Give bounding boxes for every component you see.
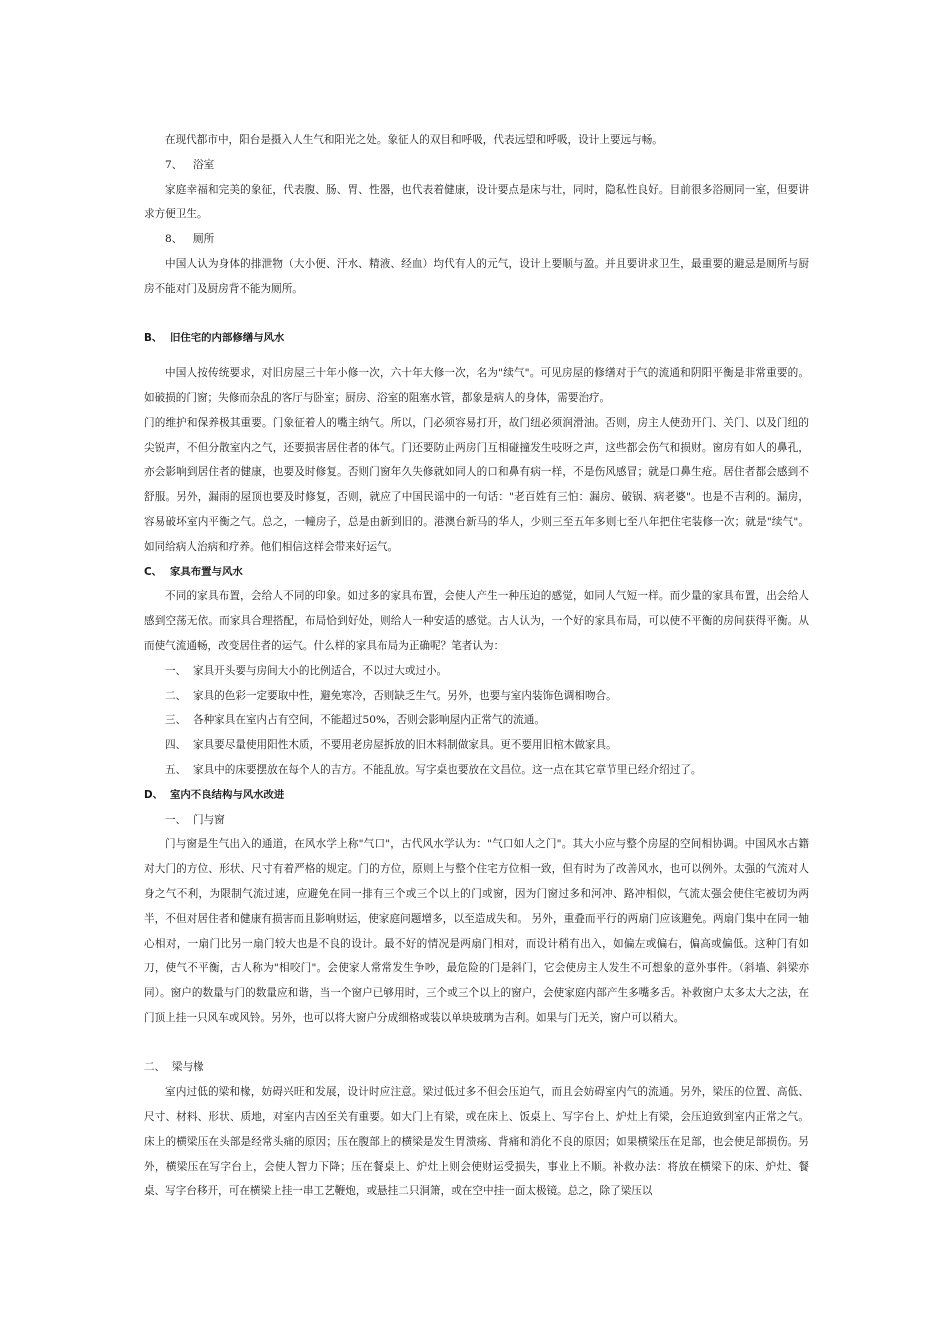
item-bathroom-heading: [144, 153, 809, 178]
section-b-heading: [144, 326, 809, 351]
list-item: [144, 758, 809, 783]
item-label: 浴室: [193, 158, 215, 171]
paragraph-b2: 门的维护和保养极其重要。门象征着人的嘴主纳气。所以，门必须容易打开，故门纽必须润滑油。否则，房主人使劲开门、关门、以及门纽的尖锐声，不但分散室内之气，还要损害居住者的体气。门还要防止两房门互相碰撞发生吱呀之声，这些都会伤气和损财。窗房有如人的鼻孔，亦会影响到居住者的健康，也要及时修复。否则门窗年久失修就如同人的口和鼻有病一样，不是伤风感冒；就是口鼻生疮。居住者都会感到不舒服。另外，漏雨的屋顶也要及时修复，否则，就应了中国民谣中的一句话："老百姓有三怕：漏房、破锅、病老婆"。也是不吉利的。漏房，容易破坏室内平衡之气。总之，一幢房子，总是由新到旧的。港澳台新马的华人，少则三至五年多则七至八年把住宅装修一次；就是"续气"。如同给病人治病和疗养。他们相信这样会带来好运气。: [144, 416, 809, 553]
paragraph-c1: 不同的家具布置，会给人不同的印象。如过多的家具布置，会使人产生一种压迫的感觉，如同人气短一样。而少量的家具布置，出会给人感到空荡无依。而家具合理搭配，布局恰到好处，则给人一种安适的感觉。古人认为，一个好的家具布局，可以使不平衡的房间获得平衡。从而使气流通畅，改变居住者的运气。什么样的家具布局为正确呢？笔者认为：: [144, 590, 809, 652]
list-number: 一、: [165, 664, 187, 677]
spacer: [144, 351, 809, 361]
paragraph-d2: 室内过低的梁和椽，妨碍兴旺和发展，设计时应注意。梁过低过多不但会压迫气，而且会妨碍室内气的流通。另外，梁压的位置、高低、尺寸、材料、形状、质地，对室内吉凶至关有重要。如大门上有梁，或在床上、饭桌上、写字台上、炉灶上有梁，会压迫致到室内正常之气。床上的横梁压在头部是经常头痛的原因；压在腹部上的横梁是发生胃溃疡、背痛和消化不良的原因；如果横梁压在足部，也会使足部损伤。另外，横梁压在写字台上，会使人智力下降；压在餐桌上、炉灶上则会使财运受损失，事业上不顺。补救办法：将放在横梁下的床、炉灶、餐桌、写字台移开，可在横梁上挂一串工艺鞭炮，或悬挂二只洞箫，或在空中挂一面太极镜。总之，除了梁压以: [144, 1086, 809, 1198]
paragraph-bathroom: 家庭幸福和完美的象征，代表腹、肠、胃、性器，也代表着健康，设计要点是床与壮，同时，隐私性良好。目前很多浴厕同一室，但要讲求方便卫生。: [144, 183, 809, 221]
list-item: [144, 708, 809, 733]
subsection-beams: [144, 1055, 809, 1080]
section-c-heading: [144, 560, 809, 585]
item-label: 门与窗: [193, 813, 225, 826]
list-text: 家具的色彩一定要取中性，避免寒冷，否则缺乏生气。另外，也要与室内装饰色调相吻合。: [193, 689, 617, 702]
section-title: 旧住宅的内部修缮与风水: [170, 332, 285, 345]
section-number: D、: [144, 788, 164, 801]
item-number: 8、: [165, 233, 183, 246]
section-number: B、: [144, 332, 163, 345]
spacer: [144, 302, 809, 327]
spacer: [144, 1031, 809, 1056]
item-label: 梁与椽: [172, 1061, 204, 1074]
item-number: 一、: [165, 813, 187, 826]
paragraph-balcony: 在现代都市中，阳台是摄入人生气和阳光之处。象征人的双目和呼吸，代表远望和呼吸，设计上要远与畅。: [165, 134, 663, 146]
list-number: 四、: [165, 739, 187, 752]
list-item: [144, 659, 809, 684]
list-number: 三、: [165, 714, 187, 727]
subsection-doors-windows: [144, 808, 809, 833]
list-item: [144, 684, 809, 709]
item-label: 厕所: [193, 233, 215, 246]
list-number: 五、: [165, 763, 187, 776]
paragraph-b1: 中国人按传统要求，对旧房屋三十年小修一次，六十年大修一次，名为"续气"。可见房屋的修缮对于气的流通和阴阳平衡是非常重要的。如破损的门窗；失修而杂乱的客厅与卧室；厨房、浴室的阻塞水管，都象是病人的身体，需要治疗。: [144, 367, 809, 404]
paragraph-toilet: 中国人认为身体的排泄物（大小便、汗水、精液、经血）均代有人的元气，设计上要顺与盈。并且要讲求卫生，最重要的避忌是厕所与厨房不能对门及厨房背不能为厕所。: [144, 257, 809, 295]
section-title: 家具布置与风水: [170, 565, 243, 578]
list-item: [144, 733, 809, 758]
item-number: 7、: [165, 158, 183, 171]
section-title: 室内不良结构与风水改进: [170, 788, 285, 801]
section-number: C、: [144, 565, 163, 578]
list-text: 各种家具在室内占有空间，不能超过50%，否则会影响屋内正常气的流通。: [193, 714, 545, 727]
item-toilet-heading: [144, 227, 809, 252]
paragraph-d1: 门与窗是生气出入的通道，在风水学上称"气口"，古代风水学认为："气口如人之门"。其大小应与整个房屋的空间相协调。中国风水古籍对大门的方位、形状、尺寸有着严格的规定。门的方位，原则上与整个住宅方位相一致，但有时为了改善风水，也可以例外。太强的气流对人身之气不利，为限制气流过速，应避免在同一排有三个或三个以上的门或窗，因为门窗过多和河冲、路冲相似，气流太强会使住宅被切为两半，不但对居住者和健康有损害而且影响财运，使家庭问题增多，以至造成失和。 另外，重叠而平行的两扇门应该避免。两扇门集中在同一轴心相对，一扇门比另一扇门较大也是不良的设计。最不好的情况是两扇门相对，而设计稍有出入，如偏左或偏右，偏高或偏低。这种门有如刀，使气不平衡，古人称为"相咬门"。会使家人常常发生争吵，最危险的门是斜门，它会使房主人发生不可想象的意外事件。（斜墙、斜梁亦同）。窗户的数量与门的数量应和谐，当一个窗户已够用时，三个或三个以上的窗户，会使家庭内部产生多嘴多舌。补救窗户太多太大之法，在门顶上挂一只风车或风铃。另外，也可以将大窗户分成细格或装以单块玻璃为吉利。如果与门无关，窗户可以稍大。: [144, 838, 809, 1024]
list-number: 二、: [165, 689, 187, 702]
document-page: [144, 128, 809, 1204]
item-number: 二、: [144, 1061, 166, 1074]
list-text: 家具开头要与房间大小的比例适合，不以过大或过小。: [193, 664, 448, 677]
list-text: 家具中的床要摆放在每个人的吉方。不能乱放。写字桌也要放在文昌位。这一点在其它章节里已经介绍过了。: [193, 763, 702, 776]
list-text: 家具要尽量使用阳性木质，不要用老房屋拆放的旧木料制做家具。更不要用旧棺木做家具。: [193, 739, 617, 752]
section-d-heading: [144, 783, 809, 808]
